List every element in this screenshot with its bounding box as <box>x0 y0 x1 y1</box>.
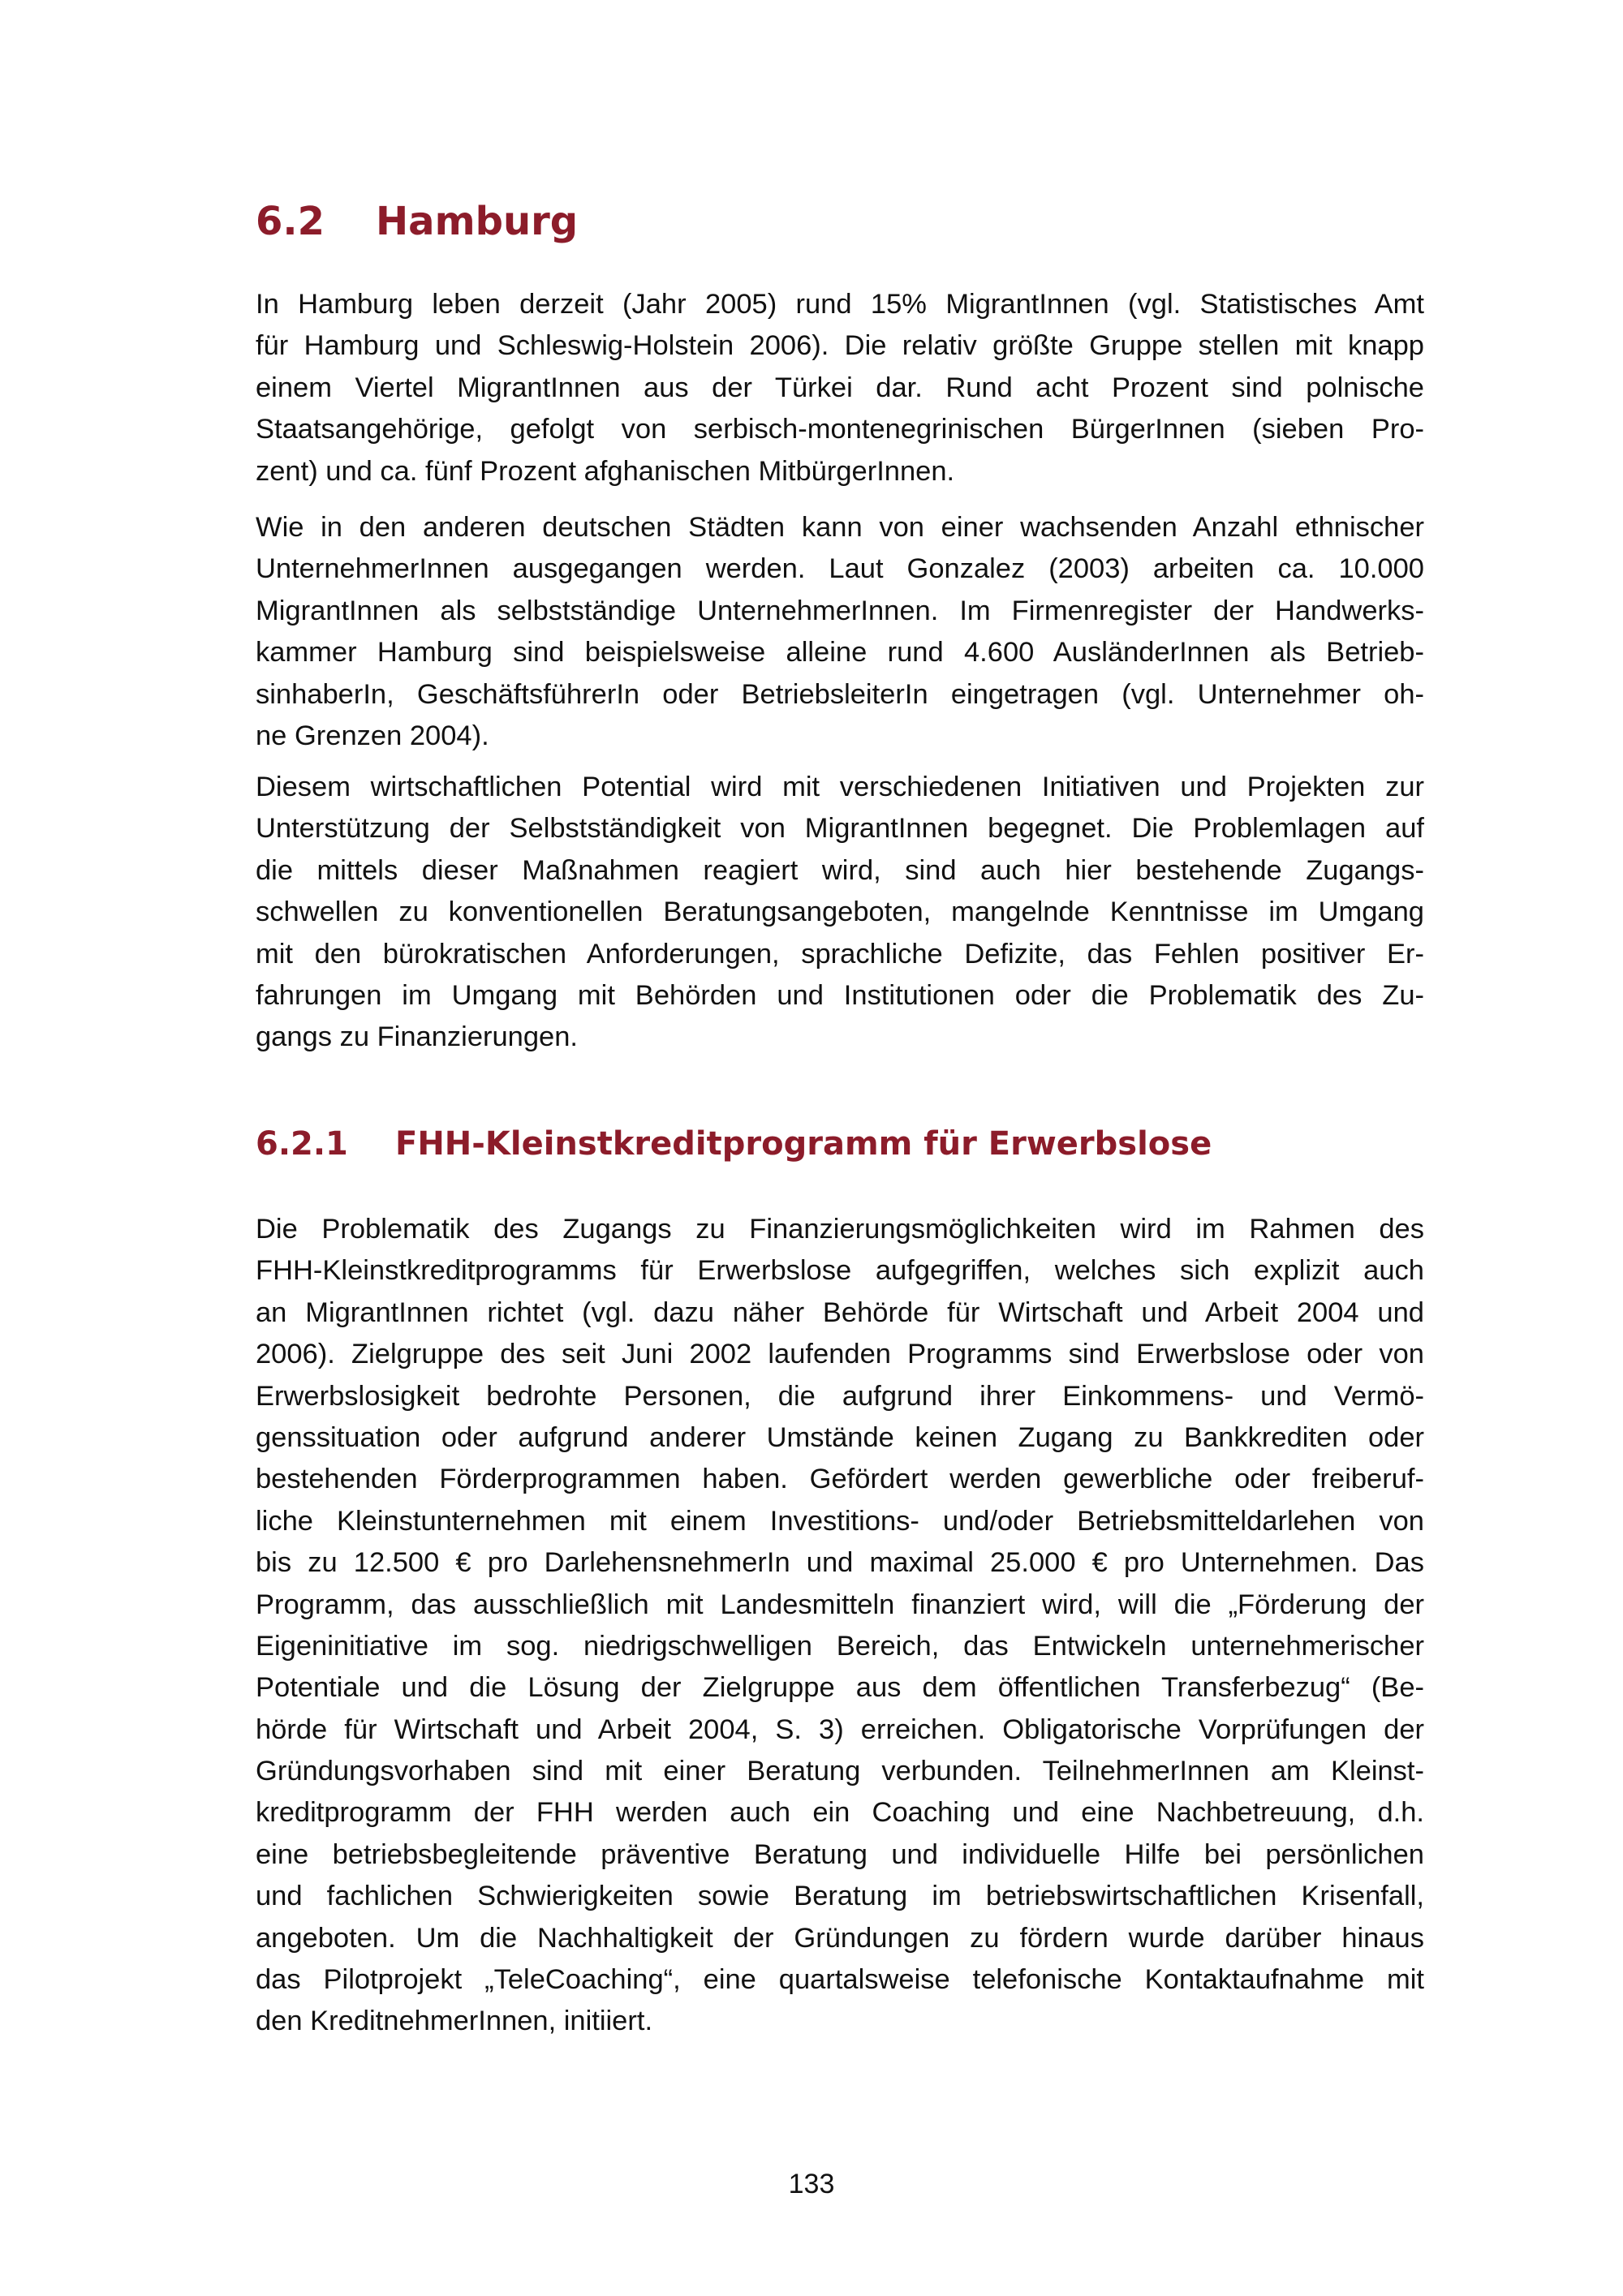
text-line: FHH-Kleinstkreditprogramms für Erwerbslose aufgegriffen, welches sich explizit auch <box>256 1255 1424 1287</box>
section-title: Hamburg <box>376 199 579 244</box>
section-number: 6.2 <box>256 199 325 244</box>
subsection-number: 6.2.1 <box>256 1125 348 1163</box>
text-line: bestehenden Förderprogrammen haben. Gefördert werden gewerbliche oder freiberuf- <box>256 1464 1424 1495</box>
text-line: mit den bürokratischen Anforderungen, sprachliche Defizite, das Fehlen positiver Er- <box>256 938 1424 970</box>
text-line: zent) und ca. fünf Prozent afghanischen MitbürgerInnen. <box>256 455 955 487</box>
text-line: angeboten. Um die Nachhaltigkeit der Gründungen zu fördern wurde darüber hinaus <box>256 1922 1424 1954</box>
text-line: fahrungen im Umgang mit Behörden und Institutionen oder die Problematik des Zu- <box>256 979 1424 1011</box>
subsection-heading <box>256 1120 1212 1168</box>
paragraph-potential <box>256 767 1424 1059</box>
text-line: bis zu 12.500 € pro DarlehensnehmerIn und maximal 25.000 € pro Unternehmen. Das <box>256 1547 1424 1579</box>
text-line: genssituation oder aufgrund anderer Umstände keinen Zugang zu Bankkrediten oder <box>256 1421 1424 1453</box>
text-line: und fachlichen Schwierigkeiten sowie Beratung im betriebswirtschaftlichen Krisenfall, <box>256 1881 1424 1912</box>
text-line: Unterstützung der Selbstständigkeit von MigrantInnen begegnet. Die Problemlagen auf <box>256 813 1424 845</box>
paragraph-intro <box>256 284 1424 492</box>
text-line: gangs zu Finanzierungen. <box>256 1021 579 1053</box>
text-line: an MigrantInnen richtet (vgl. dazu näher Behörde für Wirtschaft und Arbeit 2004 und <box>256 1296 1424 1328</box>
text-line: das Pilotprojekt „TeleCoaching“, eine quartalsweise telefonische Kontaktaufnahme mit <box>256 1964 1424 1996</box>
text-line: In Hamburg leben derzeit (Jahr 2005) rund 15% MigrantInnen (vgl. Statistisches Amt <box>256 289 1424 320</box>
paragraph-microcredit <box>256 1209 1424 2043</box>
text-line: sinhaberIn, GeschäftsführerIn oder BetriebsleiterIn eingetragen (vgl. Unternehmer oh- <box>256 678 1424 710</box>
subsection-title: FHH-Kleinstkreditprogramm für Erwerbslose <box>395 1125 1212 1163</box>
text-line: liche Kleinstunternehmen mit einem Investitions- und/oder Betriebsmitteldarlehen von <box>256 1505 1424 1537</box>
section-heading <box>256 193 578 250</box>
text-line: einem Viertel MigrantInnen aus der Türkei dar. Rund acht Prozent sind polnische <box>256 372 1424 403</box>
text-line: Erwerbslosigkeit bedrohte Personen, die aufgrund ihrer Einkommens- und Vermö- <box>256 1380 1424 1412</box>
text-line: Eigeninitiative im sog. niedrigschwelligen Bereich, das Entwickeln unternehmerischer <box>256 1630 1424 1662</box>
text-line: schwellen zu konventionellen Beratungsangeboten, mangelnde Kenntnisse im Umgang <box>256 896 1424 928</box>
text-line: Programm, das ausschließlich mit Landesmitteln finanziert wird, will die „Förderung der <box>256 1589 1424 1620</box>
text-line: kammer Hamburg sind beispielsweise alleine rund 4.600 AusländerInnen als Betrieb- <box>256 637 1424 669</box>
text-line: Gründungsvorhaben sind mit einer Beratung verbunden. TeilnehmerInnen am Kleinst- <box>256 1756 1424 1787</box>
text-line: Staatsangehörige, gefolgt von serbisch-montenegrinischen BürgerInnen (sieben Pro- <box>256 414 1424 445</box>
text-line: die mittels dieser Maßnahmen reagiert wird, sind auch hier bestehende Zugangs- <box>256 854 1424 886</box>
text-line: Wie in den anderen deutschen Städten kann von einer wachsenden Anzahl ethnischer <box>256 512 1424 543</box>
text-line: Diesem wirtschaftlichen Potential wird mit verschiedenen Initiativen und Projekten zur <box>256 772 1424 802</box>
text-line: eine betriebsbegleitende präventive Beratung und individuelle Hilfe bei persönlichen <box>256 1838 1424 1870</box>
paragraph-entrepreneurs <box>256 507 1424 757</box>
page-number: 133 <box>788 2169 835 2199</box>
text-line: ne Grenzen 2004). <box>256 720 489 751</box>
text-line: den KreditnehmerInnen, initiiert. <box>256 2006 653 2037</box>
text-line: kreditprogramm der FHH werden auch ein Coaching und eine Nachbetreuung, d.h. <box>256 1797 1424 1829</box>
text-line: Die Problematik des Zugangs zu Finanzierungsmöglichkeiten wird im Rahmen des <box>256 1214 1424 1245</box>
text-line: Potentiale und die Lösung der Zielgruppe aus dem öffentlichen Transferbezug“ (Be- <box>256 1672 1424 1704</box>
text-line: 2006). Zielgruppe des seit Juni 2002 laufenden Programms sind Erwerbslose oder von <box>256 1339 1424 1370</box>
text-line: für Hamburg und Schleswig-Holstein 2006). Die relativ größte Gruppe stellen mit knapp <box>256 330 1424 362</box>
text-line: MigrantInnen als selbstständige UnternehmerInnen. Im Firmenregister der Handwerks- <box>256 595 1424 626</box>
text-line: UnternehmerInnen ausgegangen werden. Laut Gonzalez (2003) arbeiten ca. 10.000 <box>256 553 1424 585</box>
text-line: hörde für Wirtschaft und Arbeit 2004, S. 3) erreichen. Obligatorische Vorprüfungen der <box>256 1713 1424 1745</box>
